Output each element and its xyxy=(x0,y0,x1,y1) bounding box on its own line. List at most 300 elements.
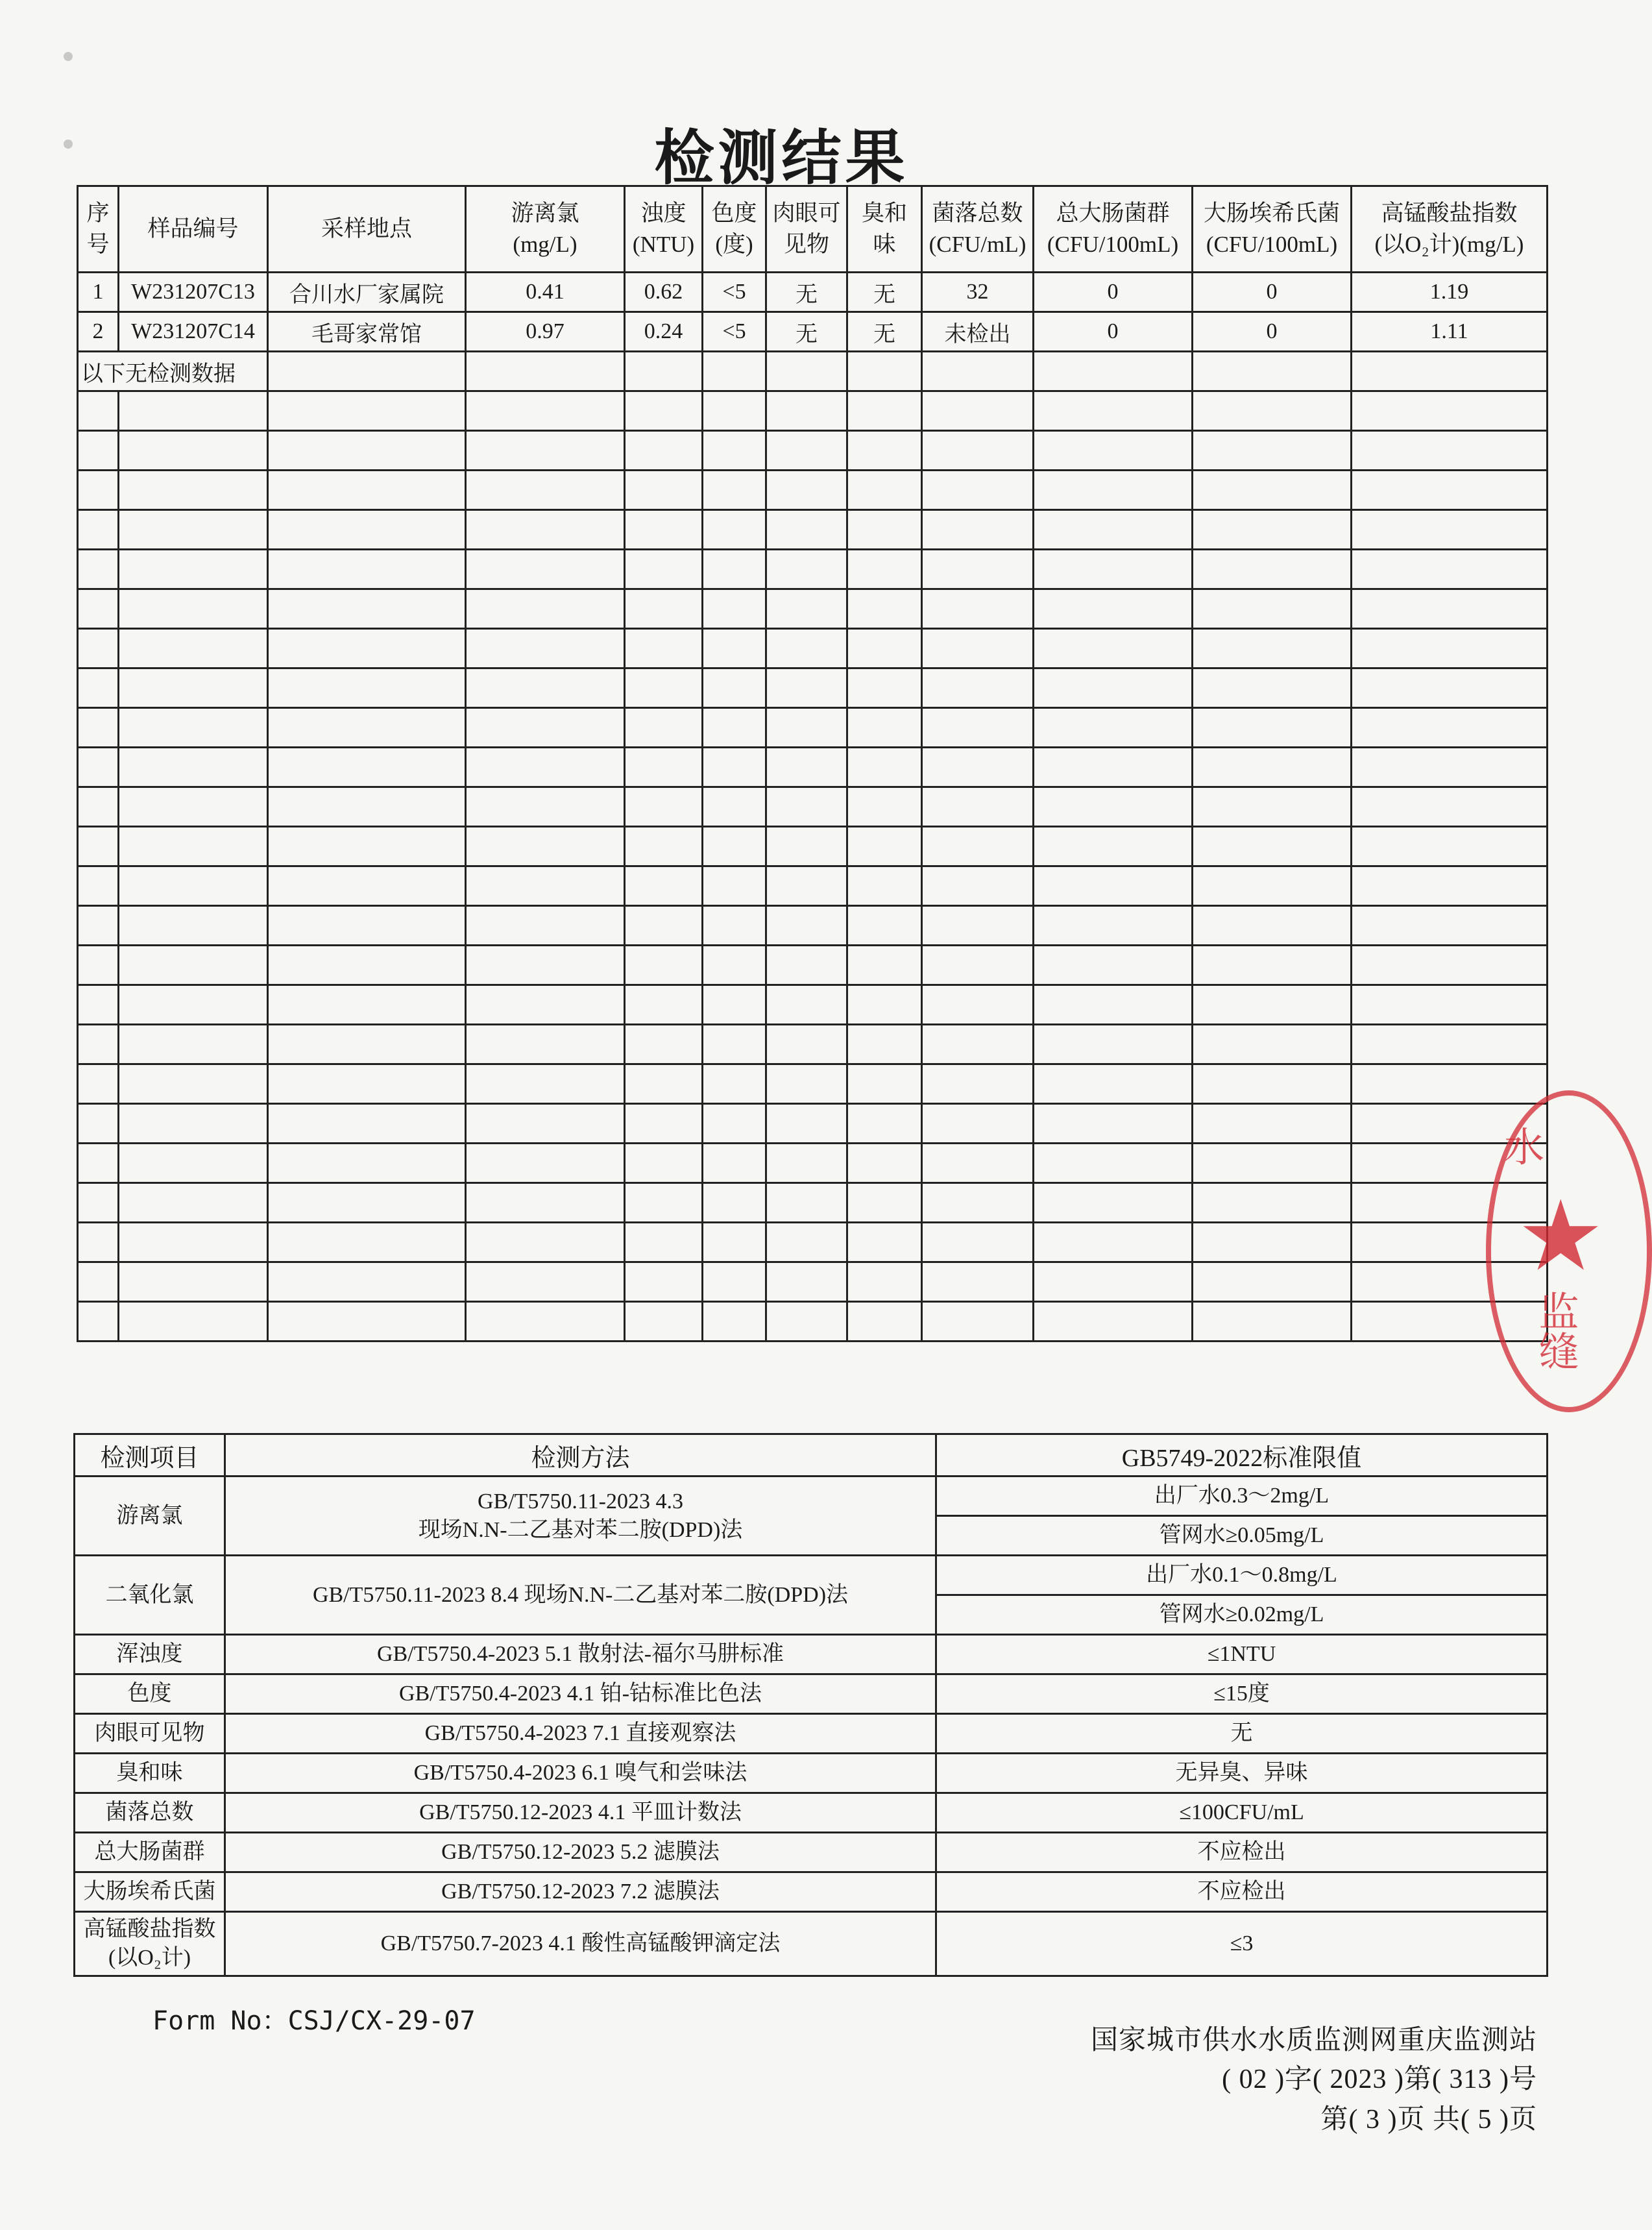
empty-cell xyxy=(625,550,703,589)
empty-cell xyxy=(625,1064,703,1104)
empty-cell xyxy=(766,1104,847,1144)
cell-visible: 无 xyxy=(766,273,847,312)
cell-sample-id: W231207C13 xyxy=(119,273,268,312)
empty-cell xyxy=(703,708,766,748)
empty-cell xyxy=(847,1302,922,1342)
cell-location: 毛哥家常馆 xyxy=(268,312,466,352)
empty-cell xyxy=(78,1302,119,1342)
method-limit: 出厂水0.1～0.8mg/L xyxy=(936,1556,1548,1595)
empty-cell xyxy=(922,1302,1034,1342)
method-item: 总大肠菌群 xyxy=(75,1833,225,1872)
empty-cell xyxy=(625,827,703,866)
empty-cell xyxy=(847,431,922,471)
empty-cell xyxy=(268,866,466,906)
empty-cell xyxy=(1352,510,1548,550)
empty-cell xyxy=(466,471,625,510)
empty-cell xyxy=(847,1104,922,1144)
empty-table-row xyxy=(78,827,1548,866)
empty-cell xyxy=(847,1144,922,1183)
empty-cell xyxy=(78,1262,119,1302)
empty-cell xyxy=(268,1064,466,1104)
empty-cell xyxy=(847,550,922,589)
empty-cell xyxy=(766,708,847,748)
form-number: Form No：CSJ/CX-29-07 xyxy=(152,2006,476,2036)
cell-ecoli: 0 xyxy=(1193,273,1352,312)
method-item: 大肠埃希氏菌 xyxy=(75,1872,225,1912)
empty-cell xyxy=(1034,510,1193,550)
empty-cell xyxy=(766,946,847,985)
empty-cell xyxy=(119,1025,268,1064)
empty-cell xyxy=(1034,827,1193,866)
empty-cell xyxy=(703,1262,766,1302)
empty-cell xyxy=(922,431,1034,471)
header-free-chlorine: 游离氯 (mg/L) xyxy=(466,186,625,273)
empty-cell xyxy=(1193,1223,1352,1262)
empty-cell xyxy=(766,1223,847,1262)
empty-cell xyxy=(847,708,922,748)
empty-cell xyxy=(268,1183,466,1223)
empty-cell xyxy=(78,1223,119,1262)
cell-odor: 无 xyxy=(847,273,922,312)
empty-cell xyxy=(703,629,766,668)
empty-cell xyxy=(1193,1025,1352,1064)
empty-cell xyxy=(1034,1262,1193,1302)
empty-cell xyxy=(847,985,922,1025)
empty-cell xyxy=(922,708,1034,748)
empty-cell xyxy=(766,391,847,431)
method-row xyxy=(75,1635,1548,1674)
empty-cell xyxy=(466,589,625,629)
method-item: 菌落总数 xyxy=(75,1793,225,1833)
empty-cell xyxy=(703,1302,766,1342)
empty-cell xyxy=(922,1104,1034,1144)
header-method: 检测方法 xyxy=(225,1434,936,1476)
empty-cell xyxy=(703,1025,766,1064)
header-turbidity: 浊度 (NTU) xyxy=(625,186,703,273)
empty-cell xyxy=(119,866,268,906)
org-name: 国家城市供水水质监测网重庆监测站 xyxy=(1090,2026,1537,2055)
empty-cell xyxy=(1034,629,1193,668)
empty-cell xyxy=(1193,787,1352,827)
red-seal-stamp xyxy=(1486,1090,1652,1412)
no-more-data-note: 以下无检测数据 xyxy=(78,352,268,391)
empty-cell xyxy=(766,787,847,827)
method-description: GB/T5750.11-2023 4.3 现场N.N-二乙基对苯二胺(DPD)法 xyxy=(225,1476,936,1556)
empty-cell xyxy=(922,1064,1034,1104)
empty-cell xyxy=(625,708,703,748)
empty-cell xyxy=(703,1144,766,1183)
empty-cell xyxy=(625,1183,703,1223)
empty-table-row xyxy=(78,1183,1548,1223)
empty-cell xyxy=(1193,985,1352,1025)
empty-cell xyxy=(78,510,119,550)
empty-cell xyxy=(922,1183,1034,1223)
empty-cell xyxy=(847,668,922,708)
method-limit: 管网水≥0.02mg/L xyxy=(936,1595,1548,1635)
empty-cell xyxy=(847,1262,922,1302)
empty-cell xyxy=(625,866,703,906)
empty-cell xyxy=(625,748,703,787)
empty-cell xyxy=(1034,985,1193,1025)
empty-cell xyxy=(119,510,268,550)
empty-cell xyxy=(119,906,268,946)
empty-table-row xyxy=(78,510,1548,550)
empty-cell xyxy=(766,589,847,629)
empty-cell xyxy=(703,1104,766,1144)
empty-cell xyxy=(625,1302,703,1342)
method-description: GB/T5750.4-2023 4.1 铂-钴标准比色法 xyxy=(225,1674,936,1714)
empty-table-row xyxy=(78,1144,1548,1183)
method-row xyxy=(75,1556,1548,1595)
empty-cell xyxy=(625,1025,703,1064)
empty-cell xyxy=(466,985,625,1025)
cell-colony: 未检出 xyxy=(922,312,1034,352)
empty-cell xyxy=(268,352,466,391)
empty-cell xyxy=(766,1025,847,1064)
empty-cell xyxy=(1352,471,1548,510)
method-limit: 不应检出 xyxy=(936,1872,1548,1912)
empty-cell xyxy=(119,985,268,1025)
method-item: 高锰酸盐指数 (以O₂计) xyxy=(75,1912,225,1976)
empty-cell xyxy=(78,1064,119,1104)
empty-cell xyxy=(1352,866,1548,906)
empty-cell xyxy=(1034,431,1193,471)
empty-cell xyxy=(1034,1104,1193,1144)
empty-cell xyxy=(1352,1064,1548,1104)
header-seq: 序号 xyxy=(78,186,119,273)
results-header-row xyxy=(78,186,1548,273)
empty-cell xyxy=(922,1025,1034,1064)
header-permanganate: 高锰酸盐指数 (以O₂计)(mg/L) xyxy=(1352,186,1548,273)
empty-cell xyxy=(703,1064,766,1104)
header-coliform: 总大肠菌群 (CFU/100mL) xyxy=(1034,186,1193,273)
empty-cell xyxy=(703,748,766,787)
empty-cell xyxy=(1352,1025,1548,1064)
empty-cell xyxy=(268,550,466,589)
method-description: GB/T5750.12-2023 4.1 平皿计数法 xyxy=(225,1793,936,1833)
empty-table-row xyxy=(78,431,1548,471)
table-row xyxy=(78,352,1548,391)
empty-cell xyxy=(466,1262,625,1302)
method-item: 肉眼可见物 xyxy=(75,1714,225,1754)
empty-cell xyxy=(922,1223,1034,1262)
empty-cell xyxy=(466,352,625,391)
empty-table-row xyxy=(78,748,1548,787)
cell-location: 合川水厂家属院 xyxy=(268,273,466,312)
empty-cell xyxy=(1193,946,1352,985)
cell-seq: 2 xyxy=(78,312,119,352)
empty-cell xyxy=(466,906,625,946)
empty-cell xyxy=(1352,629,1548,668)
empty-cell xyxy=(268,748,466,787)
empty-cell xyxy=(78,748,119,787)
page-number: 第( 3 )页 共( 5 )页 xyxy=(1320,2105,1537,2135)
empty-cell xyxy=(1352,550,1548,589)
empty-table-row xyxy=(78,1025,1548,1064)
seal-star-icon: ★ xyxy=(1517,1183,1605,1291)
empty-cell xyxy=(625,471,703,510)
empty-cell xyxy=(1034,866,1193,906)
empty-cell xyxy=(1352,787,1548,827)
empty-cell xyxy=(847,946,922,985)
empty-cell xyxy=(922,1144,1034,1183)
empty-cell xyxy=(1034,352,1193,391)
method-limit: ≤1NTU xyxy=(936,1635,1548,1674)
method-row xyxy=(75,1754,1548,1793)
empty-cell xyxy=(1193,1262,1352,1302)
methods-table xyxy=(73,1433,1548,1977)
empty-cell xyxy=(766,1144,847,1183)
empty-cell xyxy=(1193,550,1352,589)
empty-cell xyxy=(703,550,766,589)
method-row xyxy=(75,1714,1548,1754)
empty-cell xyxy=(703,391,766,431)
empty-cell xyxy=(625,946,703,985)
empty-cell xyxy=(766,906,847,946)
empty-table-row xyxy=(78,629,1548,668)
method-description: GB/T5750.12-2023 7.2 滤膜法 xyxy=(225,1872,936,1912)
cell-ecoli: 0 xyxy=(1193,312,1352,352)
empty-cell xyxy=(1193,629,1352,668)
empty-cell xyxy=(466,946,625,985)
empty-cell xyxy=(922,748,1034,787)
empty-cell xyxy=(119,827,268,866)
empty-cell xyxy=(703,589,766,629)
empty-cell xyxy=(1193,827,1352,866)
empty-cell xyxy=(922,668,1034,708)
method-limit: 出厂水0.3～2mg/L xyxy=(936,1476,1548,1516)
empty-cell xyxy=(625,431,703,471)
empty-cell xyxy=(922,391,1034,431)
empty-cell xyxy=(1193,1064,1352,1104)
empty-cell xyxy=(1193,431,1352,471)
empty-cell xyxy=(1352,431,1548,471)
empty-cell xyxy=(766,1064,847,1104)
cell-sample-id: W231207C14 xyxy=(119,312,268,352)
empty-cell xyxy=(119,1064,268,1104)
empty-cell xyxy=(1034,748,1193,787)
empty-cell xyxy=(1034,589,1193,629)
method-limit: 管网水≥0.05mg/L xyxy=(936,1516,1548,1556)
table-row xyxy=(78,312,1548,352)
empty-cell xyxy=(703,906,766,946)
empty-cell xyxy=(703,1223,766,1262)
empty-cell xyxy=(703,431,766,471)
empty-cell xyxy=(78,1025,119,1064)
empty-cell xyxy=(922,866,1034,906)
empty-cell xyxy=(119,668,268,708)
seal-text-top: 水 xyxy=(1504,1123,1545,1171)
empty-cell xyxy=(78,668,119,708)
empty-cell xyxy=(78,827,119,866)
empty-cell xyxy=(1352,946,1548,985)
empty-cell xyxy=(1034,471,1193,510)
empty-cell xyxy=(766,1302,847,1342)
empty-cell xyxy=(1193,708,1352,748)
empty-cell xyxy=(1193,510,1352,550)
empty-table-row xyxy=(78,985,1548,1025)
empty-cell xyxy=(268,708,466,748)
empty-cell xyxy=(1193,391,1352,431)
empty-cell xyxy=(1034,708,1193,748)
empty-cell xyxy=(1193,1302,1352,1342)
empty-cell xyxy=(466,668,625,708)
empty-cell xyxy=(119,1262,268,1302)
empty-cell xyxy=(922,827,1034,866)
empty-cell xyxy=(119,589,268,629)
empty-cell xyxy=(268,589,466,629)
empty-table-row xyxy=(78,866,1548,906)
results-table xyxy=(77,185,1548,1342)
header-sample-id: 样品编号 xyxy=(119,186,268,273)
empty-table-row xyxy=(78,1064,1548,1104)
empty-cell xyxy=(119,748,268,787)
empty-cell xyxy=(268,668,466,708)
empty-cell xyxy=(1034,906,1193,946)
empty-cell xyxy=(466,550,625,589)
cell-odor: 无 xyxy=(847,312,922,352)
empty-cell xyxy=(766,748,847,787)
empty-cell xyxy=(703,668,766,708)
empty-cell xyxy=(1034,1064,1193,1104)
header-item: 检测项目 xyxy=(75,1434,225,1476)
method-item: 二氧化氯 xyxy=(75,1556,225,1635)
method-description: GB/T5750.4-2023 5.1 散射法-福尔马肼标准 xyxy=(225,1635,936,1674)
empty-cell xyxy=(268,787,466,827)
empty-cell xyxy=(78,431,119,471)
empty-cell xyxy=(766,985,847,1025)
empty-cell xyxy=(466,827,625,866)
empty-cell xyxy=(703,352,766,391)
empty-cell xyxy=(847,471,922,510)
empty-cell xyxy=(766,629,847,668)
empty-cell xyxy=(625,906,703,946)
empty-cell xyxy=(766,431,847,471)
empty-cell xyxy=(78,550,119,589)
empty-cell xyxy=(268,1262,466,1302)
empty-cell xyxy=(847,1183,922,1223)
header-visible: 肉眼可 见物 xyxy=(766,186,847,273)
empty-cell xyxy=(1193,748,1352,787)
empty-cell xyxy=(78,629,119,668)
empty-cell xyxy=(1352,827,1548,866)
empty-cell xyxy=(625,787,703,827)
cell-permanganate: 1.11 xyxy=(1352,312,1548,352)
empty-cell xyxy=(119,471,268,510)
empty-cell xyxy=(466,1144,625,1183)
empty-cell xyxy=(119,1144,268,1183)
empty-cell xyxy=(625,668,703,708)
empty-cell xyxy=(466,1223,625,1262)
empty-cell xyxy=(78,589,119,629)
empty-cell xyxy=(1352,668,1548,708)
empty-cell xyxy=(766,1183,847,1223)
empty-cell xyxy=(1352,391,1548,431)
method-limit: 不应检出 xyxy=(936,1833,1548,1872)
method-limit: ≤100CFU/mL xyxy=(936,1793,1548,1833)
empty-cell xyxy=(78,1144,119,1183)
empty-cell xyxy=(922,629,1034,668)
cell-visible: 无 xyxy=(766,312,847,352)
empty-cell xyxy=(78,391,119,431)
empty-table-row xyxy=(78,906,1548,946)
cell-turbidity: 0.24 xyxy=(625,312,703,352)
empty-cell xyxy=(703,827,766,866)
empty-cell xyxy=(1193,352,1352,391)
empty-cell xyxy=(119,1104,268,1144)
empty-cell xyxy=(1352,708,1548,748)
empty-cell xyxy=(268,510,466,550)
empty-cell xyxy=(466,510,625,550)
empty-cell xyxy=(1034,1183,1193,1223)
empty-cell xyxy=(466,629,625,668)
empty-cell xyxy=(625,1262,703,1302)
empty-cell xyxy=(1352,985,1548,1025)
empty-cell xyxy=(847,391,922,431)
empty-cell xyxy=(1193,471,1352,510)
method-item: 色度 xyxy=(75,1674,225,1714)
empty-cell xyxy=(268,985,466,1025)
empty-cell xyxy=(466,748,625,787)
empty-cell xyxy=(922,471,1034,510)
empty-cell xyxy=(466,1025,625,1064)
empty-cell xyxy=(466,1302,625,1342)
empty-cell xyxy=(1034,1223,1193,1262)
empty-cell xyxy=(766,471,847,510)
empty-cell xyxy=(625,1104,703,1144)
empty-cell xyxy=(847,629,922,668)
empty-cell xyxy=(119,708,268,748)
empty-cell xyxy=(1193,1183,1352,1223)
empty-cell xyxy=(847,1025,922,1064)
empty-cell xyxy=(268,906,466,946)
empty-cell xyxy=(466,1183,625,1223)
cell-colony: 32 xyxy=(922,273,1034,312)
empty-cell xyxy=(78,985,119,1025)
methods-header-row xyxy=(75,1434,1548,1476)
empty-cell xyxy=(119,1183,268,1223)
empty-cell xyxy=(119,391,268,431)
cell-coliform: 0 xyxy=(1034,312,1193,352)
empty-cell xyxy=(625,1144,703,1183)
empty-cell xyxy=(1193,906,1352,946)
method-limit: 无 xyxy=(936,1714,1548,1754)
method-row xyxy=(75,1872,1548,1912)
empty-cell xyxy=(268,827,466,866)
empty-cell xyxy=(766,827,847,866)
empty-table-row xyxy=(78,946,1548,985)
empty-cell xyxy=(1034,550,1193,589)
method-limit: 无异臭、异味 xyxy=(936,1754,1548,1793)
empty-cell xyxy=(1352,748,1548,787)
method-row xyxy=(75,1793,1548,1833)
empty-cell xyxy=(922,1262,1034,1302)
header-limit: GB5749-2022标准限值 xyxy=(936,1434,1548,1476)
document-number: ( 02 )字( 2023 )第( 313 )号 xyxy=(1222,2065,1537,2094)
empty-table-row xyxy=(78,1223,1548,1262)
empty-cell xyxy=(703,866,766,906)
seal-text-side: 监缝 xyxy=(1532,1290,1579,1371)
empty-cell xyxy=(703,946,766,985)
empty-table-row xyxy=(78,1104,1548,1144)
empty-cell xyxy=(922,510,1034,550)
empty-table-row xyxy=(78,708,1548,748)
empty-cell xyxy=(625,391,703,431)
empty-cell xyxy=(268,629,466,668)
cell-color: <5 xyxy=(703,273,766,312)
empty-cell xyxy=(847,748,922,787)
empty-cell xyxy=(766,866,847,906)
